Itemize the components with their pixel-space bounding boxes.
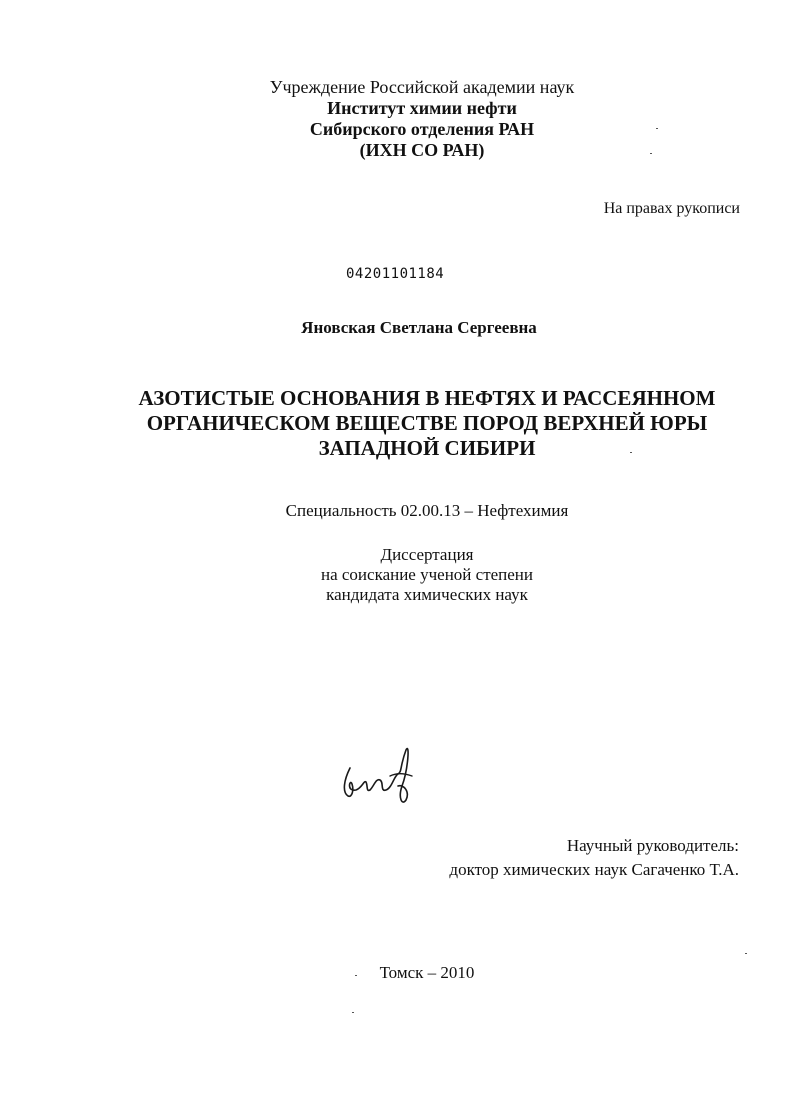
scan-speck [352,1012,354,1013]
title-line-2: ОРГАНИЧЕСКОМ ВЕЩЕСТВЕ ПОРОД ВЕРХНЕЙ ЮРЫ [146,411,708,435]
dissertation-title [30,386,794,461]
institution-line-4: (ИХН СО РАН) [359,140,485,160]
institution-line-2: Институт химии нефти [327,98,517,118]
degree-line-1: Диссертация [380,545,474,564]
city-year: Томск – 2010 [379,963,475,982]
institution-line-3: Сибирского отделения РАН [309,119,535,139]
supervisor-block [449,834,739,882]
institution-header [25,77,794,161]
supervisor-label: Научный руководитель: [566,836,739,855]
rights-note: На правах рукописи [603,200,740,217]
catalog-number: 04201101184 [346,266,445,282]
degree-line-2: на соискание ученой степени [320,565,534,584]
scan-speck [656,128,658,129]
scan-speck [650,153,652,154]
degree-statement [30,545,794,605]
author-name: Яновская Светлана Сергеевна [301,318,537,337]
degree-line-3: кандидата химических наук [326,585,528,604]
supervisor-name: доктор химических наук Сагаченко Т.А. [449,860,739,879]
title-line-1: АЗОТИСТЫЕ ОСНОВАНИЯ В НЕФТЯХ И РАССЕЯННОМ [138,386,716,410]
title-line-3: ЗАПАДНОЙ СИБИРИ [318,436,536,460]
scan-speck [630,452,632,453]
scan-speck [355,975,357,976]
specialty: Специальность 02.00.13 – Нефтехимия [285,501,569,520]
handwritten-signature [336,740,426,810]
scan-speck [745,953,747,954]
institution-line-1: Учреждение Российской академии наук [269,77,575,97]
